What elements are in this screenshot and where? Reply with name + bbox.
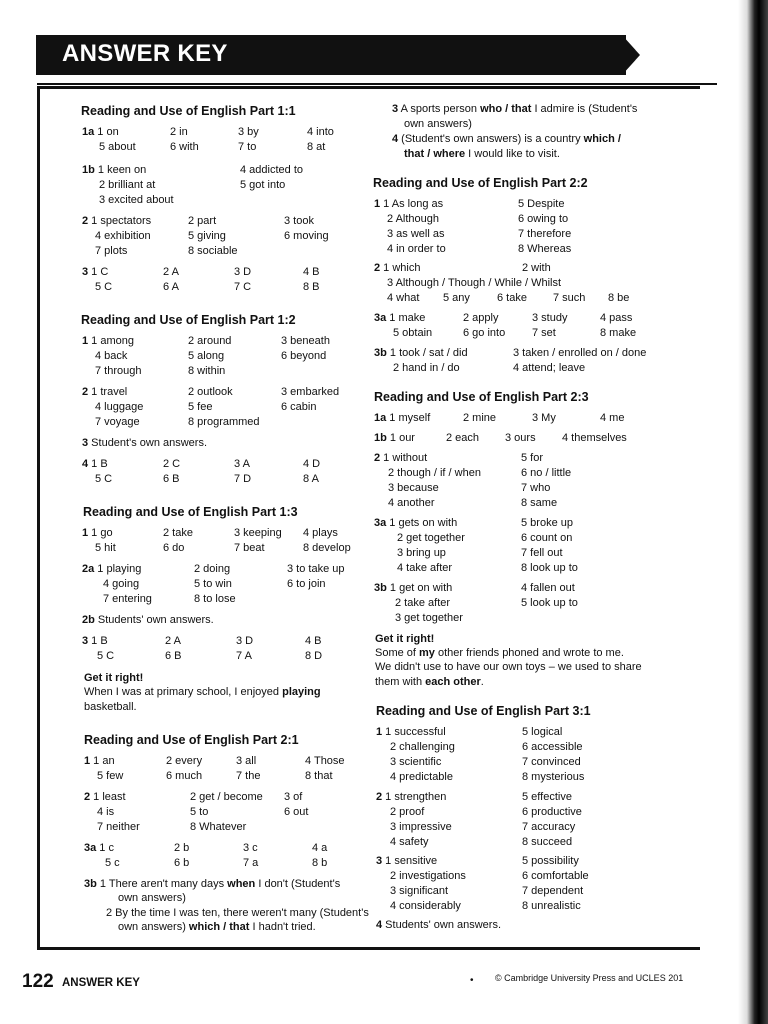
answer-line: 3 keeping (234, 527, 282, 539)
section-title-part-1-3: Reading and Use of English Part 1:3 (83, 505, 298, 519)
answer-line: 8 develop (303, 542, 351, 554)
answer-line: 4 fallen out (521, 582, 575, 594)
answer-line: 7 through (95, 365, 142, 377)
answer-line: 5 C (95, 281, 113, 293)
answer-line: 6 cabin (281, 401, 317, 413)
answer-line: 8 mysterious (522, 771, 585, 783)
answer-line: 6 comfortable (522, 870, 589, 882)
answer-line: 5 got into (240, 179, 286, 191)
answer-line: 2 mine (463, 412, 497, 424)
answer-line: 7 neither (97, 821, 140, 833)
answer-line: 5 fee (188, 401, 213, 413)
answer-line: 8 B (303, 281, 320, 293)
answer-line: 2 part (188, 215, 217, 227)
answer-line: 3 D (234, 266, 252, 278)
answer-line: 5 along (188, 350, 225, 362)
answer-line: 5 few (97, 770, 124, 782)
answer-line: Get it right! (84, 672, 144, 684)
answer-line: 2 A (163, 266, 179, 278)
answer-line: 3 impressive (390, 821, 452, 833)
answer-line: 8 that (305, 770, 333, 782)
answer-line: 7 beat (234, 542, 265, 554)
page-edge-shadow (738, 0, 768, 1024)
answer-line: 3 bring up (397, 547, 446, 559)
answer-line: 1b 1 keen on (82, 164, 147, 176)
answer-line: 3 A sports person who / that I admire is (Student's (392, 103, 638, 115)
answer-line: 5 hit (95, 542, 116, 554)
page-number: 122 (22, 971, 54, 992)
answer-line: 2 b (174, 842, 190, 854)
answer-line: 8 succeed (522, 836, 573, 848)
answer-line: 7 accuracy (522, 821, 576, 833)
answer-line: 4 exhibition (95, 230, 151, 242)
answer-line: 8 make (600, 327, 637, 339)
answer-line: 6 moving (284, 230, 329, 242)
answer-line: 3 to take up (287, 563, 345, 575)
answer-line: 7 A (236, 650, 252, 662)
answer-line: 6 with (170, 141, 199, 153)
answer-line: 5 giving (188, 230, 226, 242)
answer-line: 7 a (243, 857, 259, 869)
answer-line: 3 1 C (82, 266, 109, 278)
answer-line: 2 with (522, 262, 551, 274)
answer-line: 4 Those (305, 755, 345, 767)
answer-line: 7 plots (95, 245, 128, 257)
answer-line: 5 obtain (393, 327, 433, 339)
answer-line: 4 safety (390, 836, 429, 848)
answer-line: 4 themselves (562, 432, 627, 444)
top-rule (37, 83, 717, 85)
answer-line: 5 any (443, 292, 470, 304)
answer-line: 4 pass (600, 312, 633, 324)
answer-line: 4 D (303, 458, 321, 470)
answer-line: 7 to (238, 141, 257, 153)
answer-line: 5 effective (522, 791, 572, 803)
section-title-part-2-1: Reading and Use of English Part 2:1 (84, 733, 299, 747)
answer-line: basketball. (84, 701, 137, 713)
answer-line: 1 1 among (82, 335, 134, 347)
answer-line: 4 me (600, 412, 625, 424)
answer-line: 4 is (97, 806, 115, 818)
answer-line: 7 the (236, 770, 261, 782)
answer-line: 3b 1 There aren't many days when I don't (Student's (84, 878, 341, 890)
answer-line: 2 take (163, 527, 193, 539)
answer-line: 5 about (99, 141, 136, 153)
answer-line: 7 who (521, 482, 551, 494)
answer-line: 4 predictable (390, 771, 453, 783)
answer-line: 3 embarked (281, 386, 340, 398)
answer-line: 7 such (553, 292, 586, 304)
answer-line: 2 in (170, 126, 188, 138)
answer-line: 6 accessible (522, 741, 583, 753)
section-title-part-3-1: Reading and Use of English Part 3:1 (376, 704, 591, 718)
answer-line: 4 back (95, 350, 128, 362)
answer-line: 7 D (234, 473, 252, 485)
answer-line: 3 significant (390, 885, 449, 897)
answer-line: 6 go into (463, 327, 506, 339)
section-title-part-2-3: Reading and Use of English Part 2:3 (374, 390, 589, 404)
page-title: ANSWER KEY (62, 40, 228, 67)
answer-line: 2 1 without (374, 452, 428, 464)
answer-line: 3 as well as (387, 228, 445, 240)
answer-line: 2 though / if / when (388, 467, 481, 479)
answer-line: 3 A (234, 458, 250, 470)
answer-line: 2 every (166, 755, 203, 767)
answer-line: them with each other. (375, 676, 484, 688)
answer-line: 8 within (188, 365, 226, 377)
answer-line: 3b 1 get on with (374, 582, 453, 594)
answer-line: 4 1 B (82, 458, 108, 470)
answer-line: 5 C (97, 650, 115, 662)
answer-line: 2 1 strengthen (376, 791, 447, 803)
section-title-part-1-2: Reading and Use of English Part 1:2 (81, 313, 296, 327)
answer-line: 3 because (388, 482, 439, 494)
answer-line: 2 get together (397, 532, 465, 544)
answer-line: 6 B (163, 473, 180, 485)
answer-line: 7 C (234, 281, 252, 293)
answer-line: 3b 1 took / sat / did (374, 347, 468, 359)
answer-line: 2b Students' own answers. (82, 614, 214, 626)
answer-line: 2 apply (463, 312, 499, 324)
answer-line: 2 investigations (390, 870, 466, 882)
answer-line: 5 possibility (522, 855, 579, 867)
answer-line: 2 hand in / do (393, 362, 460, 374)
answer-line: 3 beneath (281, 335, 330, 347)
answer-line: 7 fell out (521, 547, 563, 559)
answer-line: 3 get together (395, 612, 463, 624)
answer-line: 3 ours (505, 432, 536, 444)
answer-line: 7 dependent (522, 885, 584, 897)
answer-line: 3 by (238, 126, 259, 138)
answer-line: 2a 1 playing (82, 563, 142, 575)
answer-line: Get it right! (375, 633, 435, 645)
answer-line: 6 out (284, 806, 309, 818)
answer-line: own answers) (404, 118, 472, 130)
answer-line: 5 for (521, 452, 544, 464)
answer-line: 5 to (190, 806, 209, 818)
answer-line: own answers) (118, 892, 186, 904)
answer-line: 2 A (165, 635, 181, 647)
answer-line: 1a 1 on (82, 126, 119, 138)
answer-line: 5 c (105, 857, 120, 869)
answer-line: 7 voyage (95, 416, 140, 428)
answer-line: 3 Student's own answers. (82, 437, 208, 449)
answer-line: 3 1 B (82, 635, 108, 647)
answer-line: 5 broke up (521, 517, 573, 529)
answer-line: 3 c (243, 842, 258, 854)
answer-line: 6 B (165, 650, 182, 662)
answer-line: 4 going (103, 578, 140, 590)
answer-line: 6 owing to (518, 213, 569, 225)
answer-line: 8 unrealistic (522, 900, 581, 912)
answer-line: 4 into (307, 126, 334, 138)
answer-line: 2 By the time I was ten, there weren't many (Student's (106, 907, 369, 919)
answer-line: 8 Whatever (190, 821, 247, 833)
answer-line: 6 A (163, 281, 179, 293)
answer-line: 5 Despite (518, 198, 565, 210)
answer-line: 3 scientific (390, 756, 442, 768)
section-title-part-2-2: Reading and Use of English Part 2:2 (373, 176, 588, 190)
footer-label: ANSWER KEY (62, 977, 140, 989)
section-title-part-1-1: Reading and Use of English Part 1:1 (81, 104, 296, 118)
answer-line: 2 1 spectators (82, 215, 152, 227)
footer-bullet: • (470, 975, 474, 986)
answer-line: 6 to join (287, 578, 326, 590)
answer-line: 3 took (284, 215, 314, 227)
answer-line: 6 take (497, 292, 527, 304)
answer-line: 2 1 travel (82, 386, 128, 398)
answer-line: 8 programmed (188, 416, 260, 428)
answer-line: 8 b (312, 857, 328, 869)
answer-line: 7 set (532, 327, 556, 339)
answer-line: 2 outlook (188, 386, 233, 398)
answer-line: We didn't use to have our own toys – we used to share (375, 661, 642, 673)
answer-line: 2 doing (194, 563, 231, 575)
answer-line: 8 Whereas (518, 243, 572, 255)
answer-line: 6 count on (521, 532, 573, 544)
answer-line: 3 of (284, 791, 303, 803)
answer-line: 8 A (303, 473, 319, 485)
answer-line: 4 a (312, 842, 328, 854)
answer-line: Some of my other friends phoned and wrote to me. (375, 647, 624, 659)
answer-line: 8 same (521, 497, 558, 509)
answer-line: 8 to lose (194, 593, 236, 605)
answer-line: 6 do (163, 542, 185, 554)
answer-line: 3 excited about (99, 194, 174, 206)
answer-line: 4 in order to (387, 243, 446, 255)
answer-line: 8 be (608, 292, 630, 304)
answer-line: own answers) which / that I hadn't tried. (118, 921, 316, 933)
answer-line: 3 1 sensitive (376, 855, 438, 867)
answer-line: 4 (Student's own answers) is a country which / (392, 133, 621, 145)
answer-line: 3 study (532, 312, 568, 324)
answer-line: 2 get / become (190, 791, 263, 803)
answer-line: 1 1 go (82, 527, 113, 539)
answer-line: 3 My (532, 412, 556, 424)
answer-line: 2 each (446, 432, 480, 444)
answer-line: 4 B (303, 266, 320, 278)
answer-line: 3 D (236, 635, 254, 647)
answer-line: 1b 1 our (374, 432, 415, 444)
answer-line: 4 B (305, 635, 322, 647)
answer-line: 4 Students' own answers. (376, 919, 502, 931)
answer-line: 5 C (95, 473, 113, 485)
answer-line: 1 1 successful (376, 726, 446, 738)
answer-line: 3a 1 c (84, 842, 114, 854)
answer-line: 4 addicted to (240, 164, 303, 176)
answer-line: 7 entering (103, 593, 152, 605)
answer-line: 3 Although / Though / While / Whilst (387, 277, 562, 289)
answer-line: 2 C (163, 458, 181, 470)
answer-line: 6 much (166, 770, 203, 782)
answer-line: 7 convinced (522, 756, 581, 768)
footer-copyright: © Cambridge University Press and UCLES 201 (495, 973, 684, 983)
answer-line: 8 sociable (188, 245, 238, 257)
answer-line: 8 at (307, 141, 326, 153)
answer-line: 6 productive (522, 806, 582, 818)
answer-line: 5 logical (522, 726, 563, 738)
answer-line: 6 no / little (521, 467, 572, 479)
answer-line: 4 considerably (390, 900, 461, 912)
answer-line: that / where I would like to visit. (404, 148, 560, 160)
answer-line: 4 take after (397, 562, 453, 574)
answer-line: 3 all (236, 755, 257, 767)
answer-line: 4 another (388, 497, 435, 509)
answer-line: 4 what (387, 292, 420, 304)
answer-line: 5 to win (194, 578, 232, 590)
answer-line: 2 1 which (374, 262, 421, 274)
answer-line: 8 look up to (521, 562, 578, 574)
header-banner-arrow (622, 35, 640, 75)
answer-line: 4 luggage (95, 401, 144, 413)
answer-line: When I was at primary school, I enjoyed playing (84, 686, 321, 698)
answer-line: 1 1 an (84, 755, 115, 767)
answer-line: 4 attend; leave (513, 362, 586, 374)
answer-line: 8 D (305, 650, 323, 662)
answer-line: 4 plays (303, 527, 338, 539)
answer-line: 2 Although (387, 213, 439, 225)
answer-line: 1 1 As long as (374, 198, 444, 210)
answer-line: 2 brilliant at (99, 179, 156, 191)
answer-line: 2 1 least (84, 791, 126, 803)
answer-line: 2 challenging (390, 741, 455, 753)
answer-line: 1a 1 myself (374, 412, 431, 424)
answer-line: 2 around (188, 335, 232, 347)
answer-line: 7 therefore (518, 228, 572, 240)
answer-line: 3 taken / enrolled on / done (513, 347, 647, 359)
answer-line: 6 beyond (281, 350, 327, 362)
answer-line: 2 proof (390, 806, 425, 818)
answer-line: 6 b (174, 857, 190, 869)
answer-line: 2 take after (395, 597, 451, 609)
answer-line: 5 look up to (521, 597, 578, 609)
answer-line: 3a 1 make (374, 312, 426, 324)
answer-line: 3a 1 gets on with (374, 517, 458, 529)
